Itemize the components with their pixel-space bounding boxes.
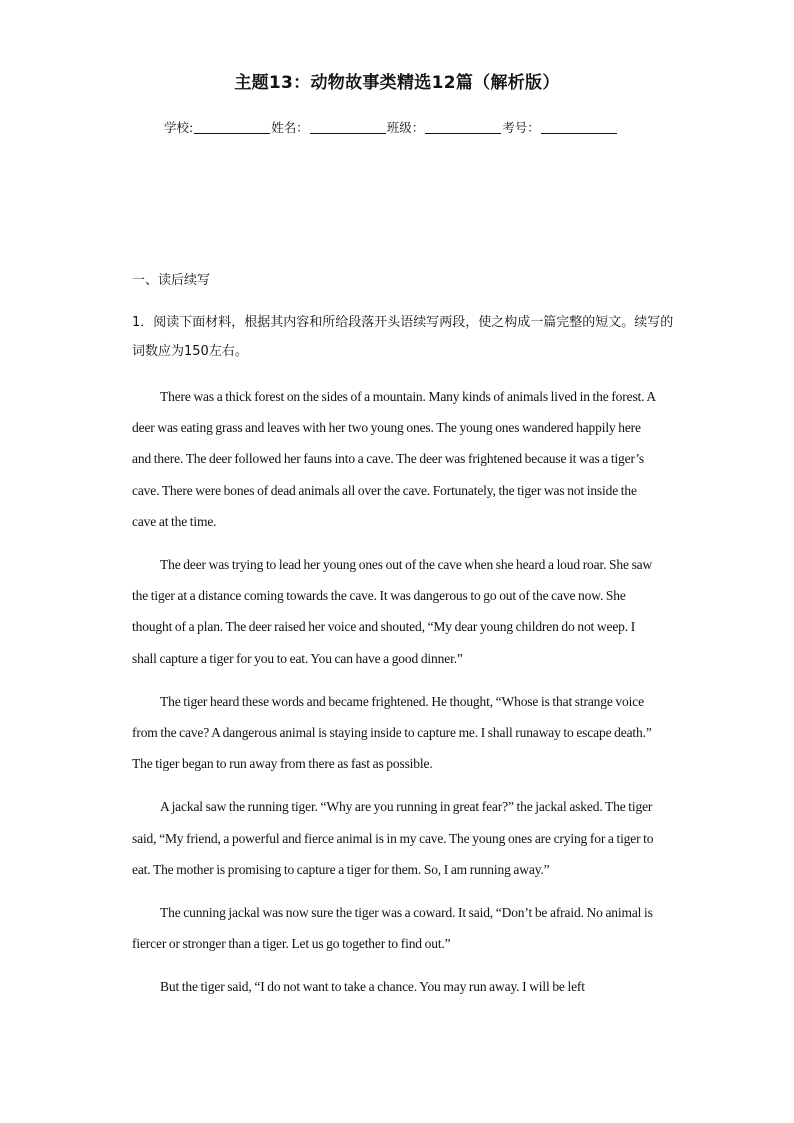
exam-number-label: 考号： (502, 120, 540, 135)
passage-paragraph: The cunning jackal was now sure the tiger was a coward. It said, “Don’t be afraid. No animal is fiercer or stronger than a tiger. Let us go together to find out.” (132, 905, 653, 952)
passage-paragraph: A jackal saw the running tiger. “Why are you running in great fear?” the jackal asked. The tiger said, “My friend, a powerful and fierce animal is in my cave. The young ones are crying for a tiger to eat. The mother is promising to capture a tiger for them. So, I am running away.” (132, 799, 654, 877)
school-blank[interactable] (194, 133, 270, 134)
passage-paragraph: There was a thick forest on the sides of a mountain. Many kinds of animals lived in the forest. A deer was eating grass and leaves with her two young ones. The young ones wandered happily here and there. The deer followed her fauns into a cave. The deer was frightened because it was a tiger’s cave. There were bones of dead animals all over the cave. Fortunately, the tiger was not inside the cave at the time. (132, 389, 656, 529)
reading-passage (132, 381, 662, 1015)
name-blank[interactable] (310, 133, 386, 134)
section-heading: 一、读后续写 (132, 273, 211, 288)
question-prompt: 1．阅读下面材料，根据其内容和所给段落开头语续写两段，使之构成一篇完整的短文。续写的词数应为150左右。 (132, 315, 674, 359)
passage-paragraph: But the tiger said, “I do not want to take a chance. You may run away. I will be left (160, 979, 585, 995)
school-label: 学校: (164, 120, 194, 135)
class-label: 班级： (386, 120, 425, 135)
passage-paragraph: The deer was trying to lead her young ones out of the cave when she heard a loud roar. She saw the tiger at a distance coming towards the cave. It was dangerous to go out of the cave now. She thought of a plan. The deer raised her voice and shouted, “My dear young children do not weep. I shall capture a tiger for you to eat. You can have a good dinner.” (132, 557, 653, 666)
exam-number-blank[interactable] (541, 133, 617, 134)
document-title: 主题13：动物故事类精选12篇（解析版） (234, 73, 560, 93)
passage-paragraph: The tiger heard these words and became frightened. He thought, “Whose is that strange voice from the cave? A dangerous animal is staying inside to capture me. I shall runaway to escape death.” The tiger began to run away from there as fast as possible. (132, 693, 652, 772)
name-label: 姓名： (271, 120, 309, 135)
class-blank[interactable] (425, 133, 501, 134)
student-info-line (164, 118, 618, 136)
